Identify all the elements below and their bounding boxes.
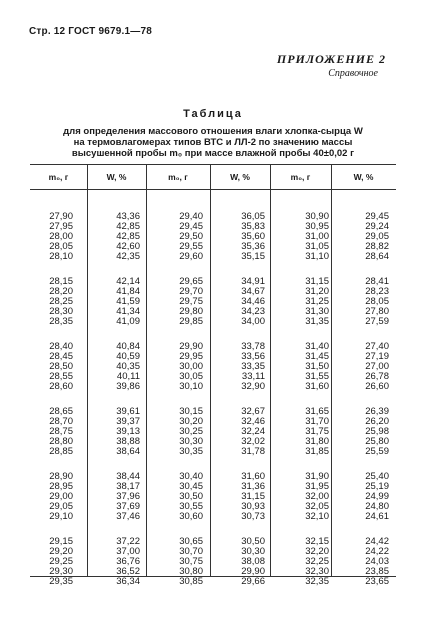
row-group <box>153 277 203 327</box>
table-cell: 32,24 <box>241 426 265 437</box>
table-cell: 40,84 <box>116 341 140 352</box>
table-cell: 28,00 <box>49 231 73 242</box>
table-cell: 30,30 <box>179 436 203 447</box>
table-cell: 41,84 <box>116 286 140 297</box>
table-cell: 31,05 <box>305 241 329 252</box>
table-cell: 27,00 <box>365 361 389 372</box>
table-cell: 33,11 <box>241 371 265 382</box>
table-cell: 39,37 <box>116 416 140 427</box>
table-cell: 29,95 <box>179 351 203 362</box>
row-group <box>279 277 329 327</box>
table-cell: 29,50 <box>179 231 203 242</box>
table-cell: 42,35 <box>116 251 140 262</box>
table-cell: 30,93 <box>241 501 265 512</box>
row-group <box>23 277 73 327</box>
table-cell: 28,80 <box>49 436 73 447</box>
table-cell: 39,86 <box>116 381 140 392</box>
table-cell: 31,36 <box>241 481 265 492</box>
table-cell: 25,19 <box>365 481 389 492</box>
table-cell: 37,00 <box>116 546 140 557</box>
table-cell: 41,59 <box>116 296 140 307</box>
table-cell: 26,20 <box>365 416 389 427</box>
caption-line: высушенной пробы m₀ при массе влажной пробы 40±0,02 г <box>71 148 355 159</box>
table-cell: 30,05 <box>179 371 203 382</box>
table-cell: 29,40 <box>179 211 203 222</box>
table-cell: 42,85 <box>116 221 140 232</box>
data-table <box>30 164 396 587</box>
table-cell: 35,60 <box>241 231 265 242</box>
table-cell: 30,35 <box>179 446 203 457</box>
table-cell: 41,34 <box>116 306 140 317</box>
table-cell: 32,67 <box>241 406 265 417</box>
row-group <box>339 342 389 392</box>
column-m0-2 <box>153 212 203 602</box>
table-cell: 37,69 <box>116 501 140 512</box>
table-cell: 32,46 <box>241 416 265 427</box>
row-group <box>279 342 329 392</box>
table-cell: 28,20 <box>49 286 73 297</box>
table-cell: 34,67 <box>241 286 265 297</box>
table-cell: 30,60 <box>179 511 203 522</box>
table-cell: 30,45 <box>179 481 203 492</box>
column-divider <box>210 165 211 576</box>
column-w-3 <box>339 212 389 602</box>
column-divider <box>270 165 271 576</box>
table-cell: 29,80 <box>179 306 203 317</box>
column-header: m₀, г <box>290 172 311 182</box>
table-cell: 31,90 <box>305 471 329 482</box>
row-group <box>279 472 329 522</box>
column-header: m₀, г <box>168 172 188 182</box>
table-cell: 25,80 <box>365 436 389 447</box>
caption-line: на термовлагомерах типов ВТС и ЛЛ-2 по значению массы <box>73 137 353 148</box>
table-cell: 28,50 <box>49 361 73 372</box>
row-group <box>23 212 73 262</box>
table-cell: 30,75 <box>179 556 203 567</box>
table-cell: 30,65 <box>179 536 203 547</box>
table-cell: 36,34 <box>116 576 140 587</box>
table-cell: 29,66 <box>241 576 265 587</box>
table-cell: 35,15 <box>241 251 265 262</box>
column-header: W, % <box>230 172 250 182</box>
table-cell: 38,44 <box>116 471 140 482</box>
row-group <box>215 342 265 392</box>
table-cell: 29,35 <box>49 576 73 587</box>
table-cell: 31,40 <box>305 341 329 352</box>
appendix-title: ПРИЛОЖЕНИЕ 2 <box>276 52 386 66</box>
table-cell: 29,65 <box>179 276 203 287</box>
table-cell: 24,42 <box>365 536 389 547</box>
row-group <box>339 407 389 457</box>
table-cell: 34,23 <box>241 306 265 317</box>
row-group <box>90 537 140 587</box>
table-cell: 32,10 <box>305 511 329 522</box>
table-cell: 25,98 <box>365 426 389 437</box>
table-cell: 38,08 <box>241 556 265 567</box>
table-cell: 26,60 <box>365 381 389 392</box>
table-cell: 32,15 <box>305 536 329 547</box>
table-cell: 31,10 <box>305 251 329 262</box>
table-cell: 32,25 <box>305 556 329 567</box>
table-cell: 29,85 <box>179 316 203 327</box>
table-cell: 28,85 <box>49 446 73 457</box>
row-group <box>215 537 265 587</box>
table-cell: 30,50 <box>241 536 265 547</box>
table-cell: 30,30 <box>241 546 265 557</box>
row-group <box>279 407 329 457</box>
table-cell: 29,05 <box>49 501 73 512</box>
column-w-1 <box>90 212 140 602</box>
table-cell: 28,05 <box>49 241 73 252</box>
table-cell: 28,45 <box>49 351 73 362</box>
table-cell: 29,20 <box>49 546 73 557</box>
table-cell: 28,82 <box>365 241 389 252</box>
table-cell: 28,55 <box>49 371 73 382</box>
table-cell: 30,20 <box>179 416 203 427</box>
table-cell: 24,22 <box>365 546 389 557</box>
row-group <box>339 472 389 522</box>
table-cell: 29,55 <box>179 241 203 252</box>
table-cell: 28,30 <box>49 306 73 317</box>
table-cell: 29,45 <box>365 211 389 222</box>
table-cell: 30,70 <box>179 546 203 557</box>
table-cell: 26,39 <box>365 406 389 417</box>
table-cell: 31,80 <box>305 436 329 447</box>
table-cell: 27,40 <box>365 341 389 352</box>
appendix-subtitle: Справочное <box>328 68 378 79</box>
table-cell: 32,30 <box>305 566 329 577</box>
row-group <box>23 407 73 457</box>
row-group <box>339 277 389 327</box>
row-group <box>90 212 140 262</box>
table-cell: 42,14 <box>116 276 140 287</box>
table-cell: 29,45 <box>179 221 203 232</box>
table-cell: 32,35 <box>305 576 329 587</box>
table-cell: 28,70 <box>49 416 73 427</box>
table-cell: 40,59 <box>116 351 140 362</box>
table-cell: 42,85 <box>116 231 140 242</box>
row-group <box>215 277 265 327</box>
table-cell: 31,60 <box>241 471 265 482</box>
column-divider <box>87 165 88 576</box>
table-cell: 29,24 <box>365 221 389 232</box>
table-cell: 36,76 <box>116 556 140 567</box>
column-m0-3 <box>279 212 329 602</box>
table-cell: 27,95 <box>49 221 73 232</box>
table-cell: 39,13 <box>116 426 140 437</box>
table-cell: 33,35 <box>241 361 265 372</box>
table-cell: 28,75 <box>49 426 73 437</box>
table-cell: 29,05 <box>365 231 389 242</box>
table-cell: 31,85 <box>305 446 329 457</box>
table-cell: 38,17 <box>116 481 140 492</box>
table-cell: 27,80 <box>365 306 389 317</box>
table-cell: 30,90 <box>305 211 329 222</box>
column-divider <box>331 165 332 576</box>
table-cell: 29,90 <box>179 341 203 352</box>
row-group <box>23 342 73 392</box>
row-group <box>90 407 140 457</box>
table-cell: 25,59 <box>365 446 389 457</box>
row-group <box>339 537 389 587</box>
row-group <box>279 212 329 262</box>
table-cell: 28,25 <box>49 296 73 307</box>
column-divider <box>146 165 147 576</box>
table-cell: 42,60 <box>116 241 140 252</box>
table-cell: 30,55 <box>179 501 203 512</box>
table-cell: 26,78 <box>365 371 389 382</box>
table-cell: 28,65 <box>49 406 73 417</box>
table-cell: 36,52 <box>116 566 140 577</box>
table-cell: 39,61 <box>116 406 140 417</box>
table-cell: 31,75 <box>305 426 329 437</box>
table-cell: 28,90 <box>49 471 73 482</box>
column-w-2 <box>215 212 265 602</box>
row-group <box>153 407 203 457</box>
table-cell: 31,20 <box>305 286 329 297</box>
table-cell: 33,78 <box>241 341 265 352</box>
table-cell: 30,73 <box>241 511 265 522</box>
row-group <box>90 277 140 327</box>
table-cell: 31,45 <box>305 351 329 362</box>
table-cell: 38,64 <box>116 446 140 457</box>
table-cell: 30,00 <box>179 361 203 372</box>
row-group <box>153 342 203 392</box>
table-cell: 28,35 <box>49 316 73 327</box>
caption-line: для определения массового отношения влаги хлопка-сырца W <box>63 126 363 137</box>
table-cell: 28,60 <box>49 381 73 392</box>
column-header: W, % <box>106 172 127 182</box>
column-m0-1 <box>23 212 73 602</box>
table-cell: 31,65 <box>305 406 329 417</box>
table-cell: 32,20 <box>305 546 329 557</box>
table-cell: 43,36 <box>116 211 140 222</box>
table-cell: 28,15 <box>49 276 73 287</box>
table-cell: 31,00 <box>305 231 329 242</box>
table-cell: 24,03 <box>365 556 389 567</box>
table-cell: 35,83 <box>241 221 265 232</box>
row-group <box>90 342 140 392</box>
table-cell: 29,75 <box>179 296 203 307</box>
table-cell: 40,35 <box>116 361 140 372</box>
table-cell: 32,00 <box>305 491 329 502</box>
column-header: W, % <box>353 172 374 182</box>
table-cell: 31,70 <box>305 416 329 427</box>
row-group <box>153 212 203 262</box>
table-cell: 23,85 <box>365 566 389 577</box>
table-cell: 29,10 <box>49 511 73 522</box>
table-cell: 40,11 <box>116 371 140 382</box>
table-cell: 30,15 <box>179 406 203 417</box>
table-cell: 24,61 <box>365 511 389 522</box>
row-group <box>153 472 203 522</box>
table-cell: 30,25 <box>179 426 203 437</box>
table-cell: 29,00 <box>49 491 73 502</box>
table-cell: 35,36 <box>241 241 265 252</box>
table-cell: 29,70 <box>179 286 203 297</box>
column-header: m₀, г <box>48 172 69 182</box>
table-cell: 31,30 <box>305 306 329 317</box>
table-cell: 30,50 <box>179 491 203 502</box>
row-group <box>215 212 265 262</box>
table-cell: 28,40 <box>49 341 73 352</box>
table-cell: 30,40 <box>179 471 203 482</box>
table-cell: 31,50 <box>305 361 329 372</box>
table-cell: 28,05 <box>365 296 389 307</box>
table-cell: 30,80 <box>179 566 203 577</box>
row-group <box>279 537 329 587</box>
table-cell: 32,05 <box>305 501 329 512</box>
table-title: Таблица <box>183 108 243 120</box>
row-group <box>90 472 140 522</box>
table-cell: 34,00 <box>241 316 265 327</box>
table-cell: 28,10 <box>49 251 73 262</box>
table-cell: 37,22 <box>116 536 140 547</box>
table-caption <box>40 126 386 159</box>
table-cell: 37,46 <box>116 511 140 522</box>
table-cell: 31,78 <box>241 446 265 457</box>
table-cell: 31,60 <box>305 381 329 392</box>
row-group <box>215 407 265 457</box>
table-cell: 32,90 <box>241 381 265 392</box>
table-cell: 38,88 <box>116 436 140 447</box>
page-header: Стр. 12 ГОСТ 9679.1—78 <box>29 26 152 37</box>
table-cell: 27,90 <box>49 211 73 222</box>
table-cell: 30,85 <box>179 576 203 587</box>
table-cell: 34,91 <box>241 276 265 287</box>
table-cell: 31,25 <box>305 296 329 307</box>
row-group <box>339 212 389 262</box>
table-cell: 31,15 <box>241 491 265 502</box>
table-cell: 31,15 <box>305 276 329 287</box>
table-cell: 33,56 <box>241 351 265 362</box>
table-cell: 31,55 <box>305 371 329 382</box>
table-cell: 41,09 <box>116 316 140 327</box>
table-cell: 34,46 <box>241 296 265 307</box>
table-cell: 24,80 <box>365 501 389 512</box>
table-cell: 29,15 <box>49 536 73 547</box>
table-cell: 32,02 <box>241 436 265 447</box>
table-cell: 28,23 <box>365 286 389 297</box>
table-cell: 27,19 <box>365 351 389 362</box>
table-cell: 28,41 <box>365 276 389 287</box>
row-group <box>153 537 203 587</box>
table-cell: 31,35 <box>305 316 329 327</box>
row-group <box>215 472 265 522</box>
table-cell: 36,05 <box>241 211 265 222</box>
table-cell: 24,99 <box>365 491 389 502</box>
table-cell: 29,90 <box>241 566 265 577</box>
table-cell: 30,10 <box>179 381 203 392</box>
table-cell: 28,95 <box>49 481 73 492</box>
table-cell: 31,95 <box>305 481 329 492</box>
table-cell: 29,30 <box>49 566 73 577</box>
table-cell: 27,59 <box>365 316 389 327</box>
table-cell: 30,95 <box>305 221 329 232</box>
table-cell: 23,65 <box>365 576 389 587</box>
table-cell: 29,25 <box>49 556 73 567</box>
table-cell: 37,96 <box>116 491 140 502</box>
row-group <box>23 472 73 522</box>
table-cell: 25,40 <box>365 471 389 482</box>
table-cell: 29,60 <box>179 251 203 262</box>
row-group <box>23 537 73 587</box>
table-cell: 28,64 <box>365 251 389 262</box>
